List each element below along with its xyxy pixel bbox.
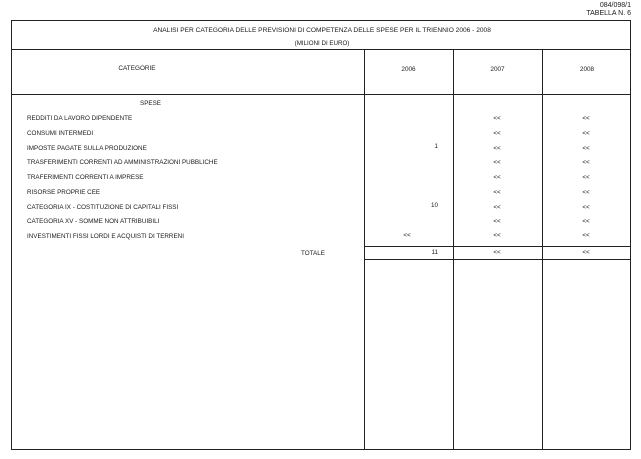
table-frame bbox=[11, 20, 631, 450]
row-label: CONSUMI INTERMEDI bbox=[27, 130, 94, 137]
row-value-2007: << bbox=[493, 232, 501, 239]
total-top-rule bbox=[364, 246, 630, 247]
row-label: RISORSE PROPRIE CEE bbox=[27, 189, 101, 196]
column-divider-2008 bbox=[542, 49, 543, 449]
row-value-2008: << bbox=[582, 145, 590, 152]
row-value-2008: << bbox=[582, 204, 590, 211]
row-value-2008: << bbox=[582, 232, 590, 239]
header-divider bbox=[12, 94, 630, 95]
table-label: TABELLA N. 6 bbox=[586, 10, 631, 17]
row-value-2007: << bbox=[493, 218, 501, 225]
row-value-2007: << bbox=[493, 204, 501, 211]
total-label: TOTALE bbox=[301, 250, 325, 257]
row-value-2007: << bbox=[493, 115, 501, 122]
total-value-2008: << bbox=[582, 249, 590, 256]
row-value-2006: 1 bbox=[434, 143, 438, 150]
section-label-spese: SPESE bbox=[140, 100, 161, 107]
row-value-2006: << bbox=[403, 232, 411, 239]
row-value-2007: << bbox=[493, 174, 501, 181]
row-value-2007: << bbox=[493, 130, 501, 137]
total-value-2007: << bbox=[493, 249, 501, 256]
row-value-2008: << bbox=[582, 130, 590, 137]
row-label: CATEGORIA XV - SOMME NON ATTRIBUIBILI bbox=[27, 218, 160, 225]
table-title: ANALISI PER CATEGORIA DELLE PREVISIONI DI COMPETENZA DELLE SPESE PER IL TRIENNIO 2006 - 2008 bbox=[153, 27, 491, 34]
row-value-2006: 10 bbox=[430, 202, 438, 209]
header-2006: 2006 bbox=[401, 66, 416, 73]
header-2007: 2007 bbox=[490, 66, 505, 73]
row-value-2008: << bbox=[582, 159, 590, 166]
row-value-2007: << bbox=[493, 145, 501, 152]
row-value-2007: << bbox=[493, 189, 501, 196]
row-label: INVESTIMENTI FISSI LORDI E ACQUISTI DI TERRENI bbox=[27, 233, 184, 240]
column-divider-2007 bbox=[453, 49, 454, 449]
total-bottom-rule bbox=[364, 259, 630, 260]
document-code: 084/098/1 bbox=[599, 2, 631, 9]
row-label: REDDITI DA LAVORO DIPENDENTE bbox=[27, 115, 133, 122]
header-2008: 2008 bbox=[579, 66, 595, 73]
row-value-2007: << bbox=[493, 159, 501, 166]
row-value-2008: << bbox=[582, 189, 590, 196]
row-value-2008: << bbox=[582, 174, 590, 181]
row-label: TRASFERIMENTI CORRENTI AD AMMINISTRAZIONI PUBBLICHE bbox=[27, 159, 218, 166]
title-divider bbox=[12, 49, 630, 50]
row-label: CATEGORIA IX - COSTITUZIONE DI CAPITALI FISSI bbox=[27, 204, 179, 211]
row-label: TRAFERIMENTI CORRENTI A IMPRESE bbox=[27, 174, 144, 181]
row-label: IMPOSTE PAGATE SULLA PRODUZIONE bbox=[27, 145, 147, 152]
row-value-2008: << bbox=[582, 218, 590, 225]
table-subtitle: (MILIONI DI EURO) bbox=[294, 40, 350, 47]
header-categorie: CATEGORIE bbox=[118, 65, 156, 72]
column-divider-2006 bbox=[364, 49, 365, 449]
total-value-2006: 11 bbox=[431, 249, 438, 256]
row-value-2008: << bbox=[582, 115, 590, 122]
